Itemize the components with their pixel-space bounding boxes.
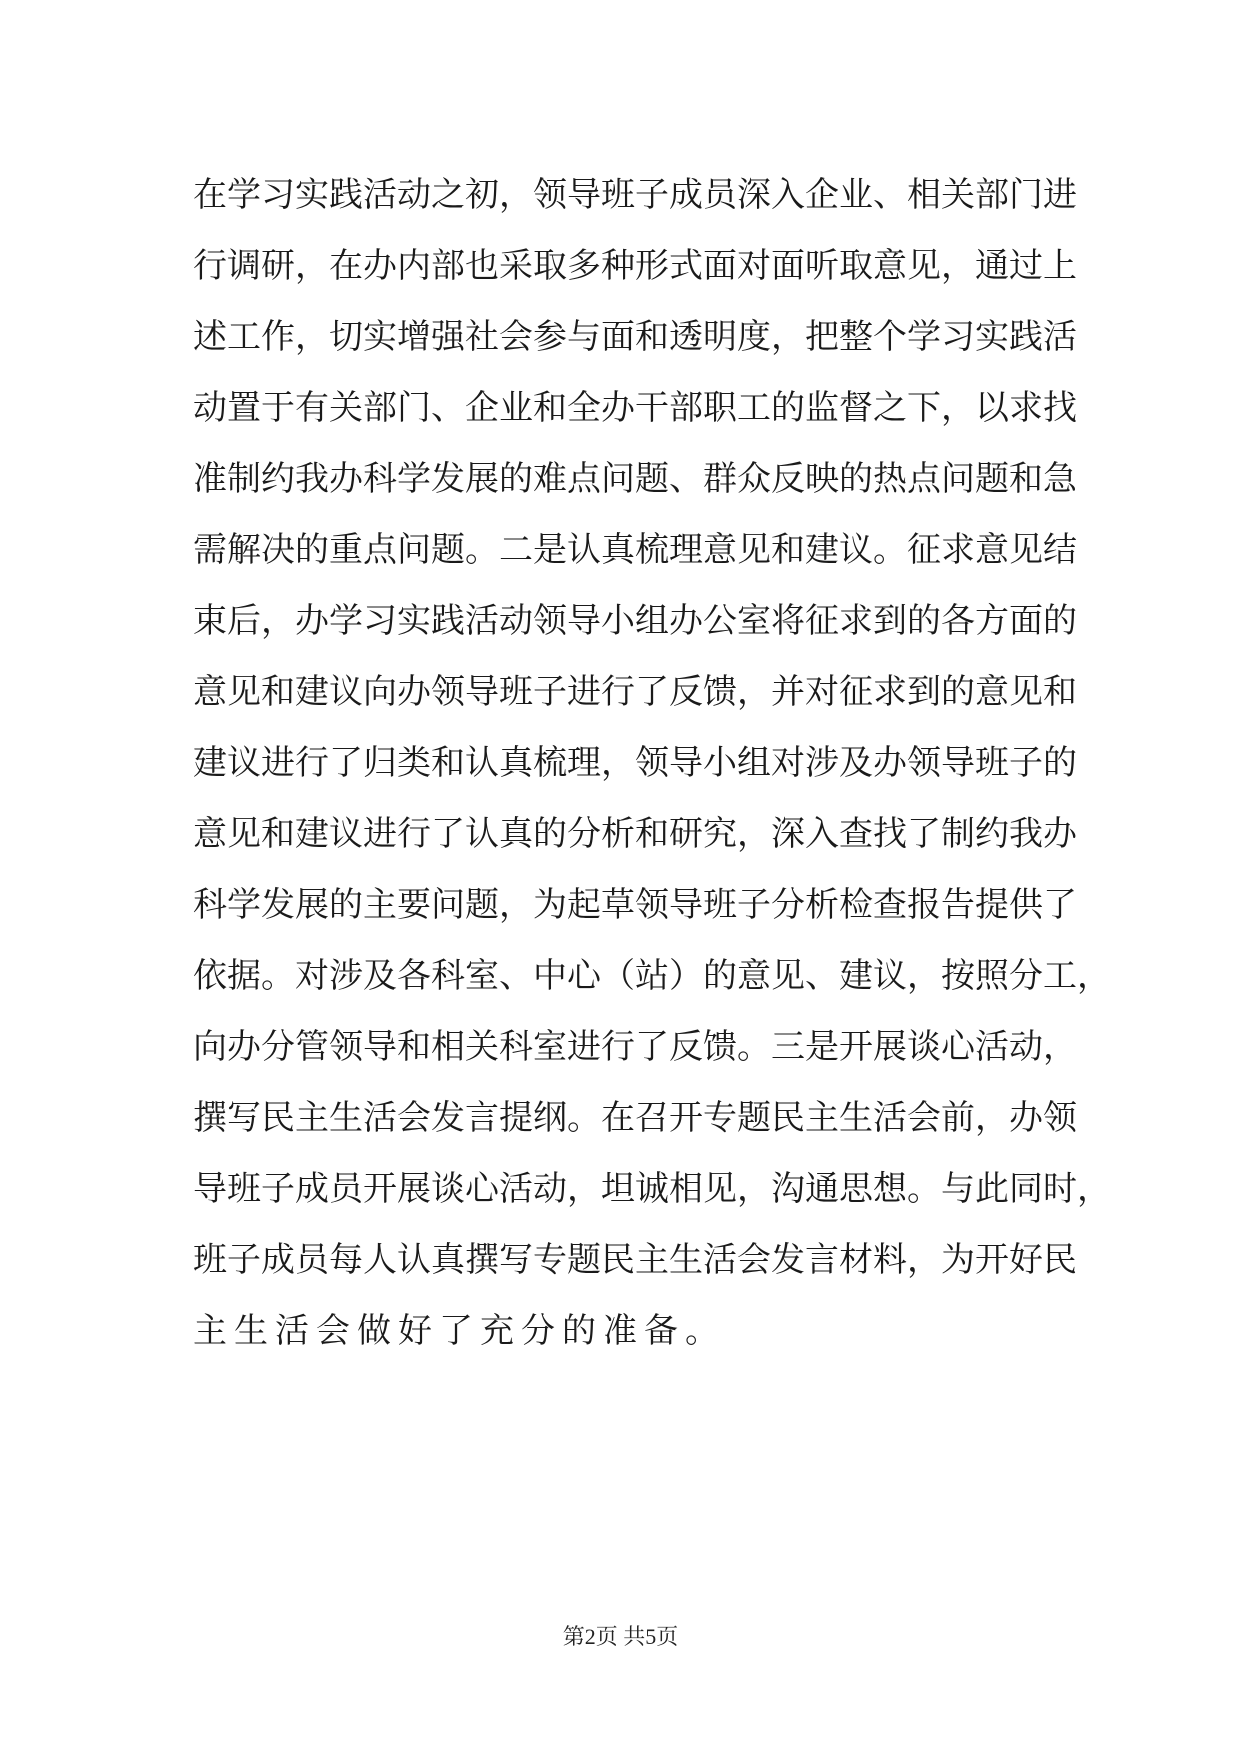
text-line: 意见和建议向办领导班子进行了反馈，并对征求到的意见和 [193,672,1077,712]
text-line: 主生活会做好了充分的准备。 [193,1311,726,1351]
text-line: 撰写民主生活会发言提纲。在召开专题民主生活会前，办领 [193,1098,1077,1138]
text-line: 意见和建议进行了认真的分析和研究，深入查找了制约我办 [193,814,1077,854]
text-line: 导班子成员开展谈心活动，坦诚相见，沟通思想。与此同时， [193,1169,1111,1209]
text-line: 束后，办学习实践活动领导小组办公室将征求到的各方面的 [193,601,1077,641]
body-text [193,160,1111,1367]
text-line: 建议进行了归类和认真梳理，领导小组对涉及办领导班子的 [193,743,1077,783]
text-line: 班子成员每人认真撰写专题民主生活会发言材料，为开好民 [193,1240,1077,1280]
text-line: 向办分管领导和相关科室进行了反馈。三是开展谈心活动， [193,1027,1077,1067]
text-line: 科学发展的主要问题，为起草领导班子分析检查报告提供了 [193,885,1077,925]
page-footer: 第2页 共5页 [562,1624,679,1649]
text-line: 动置于有关部门、企业和全办干部职工的监督之下，以求找 [193,388,1077,428]
text-line: 在学习实践活动之初，领导班子成员深入企业、相关部门进 [193,175,1077,215]
text-line: 依据。对涉及各科室、中心（站）的意见、建议，按照分工， [193,956,1111,996]
text-line: 行调研，在办内部也采取多种形式面对面听取意见，通过上 [193,246,1077,286]
text-line: 准制约我办科学发展的难点问题、群众反映的热点问题和急 [193,459,1077,499]
text-line: 需解决的重点问题。二是认真梳理意见和建议。征求意见结 [193,530,1077,570]
text-line: 述工作，切实增强社会参与面和透明度，把整个学习实践活 [193,317,1077,357]
